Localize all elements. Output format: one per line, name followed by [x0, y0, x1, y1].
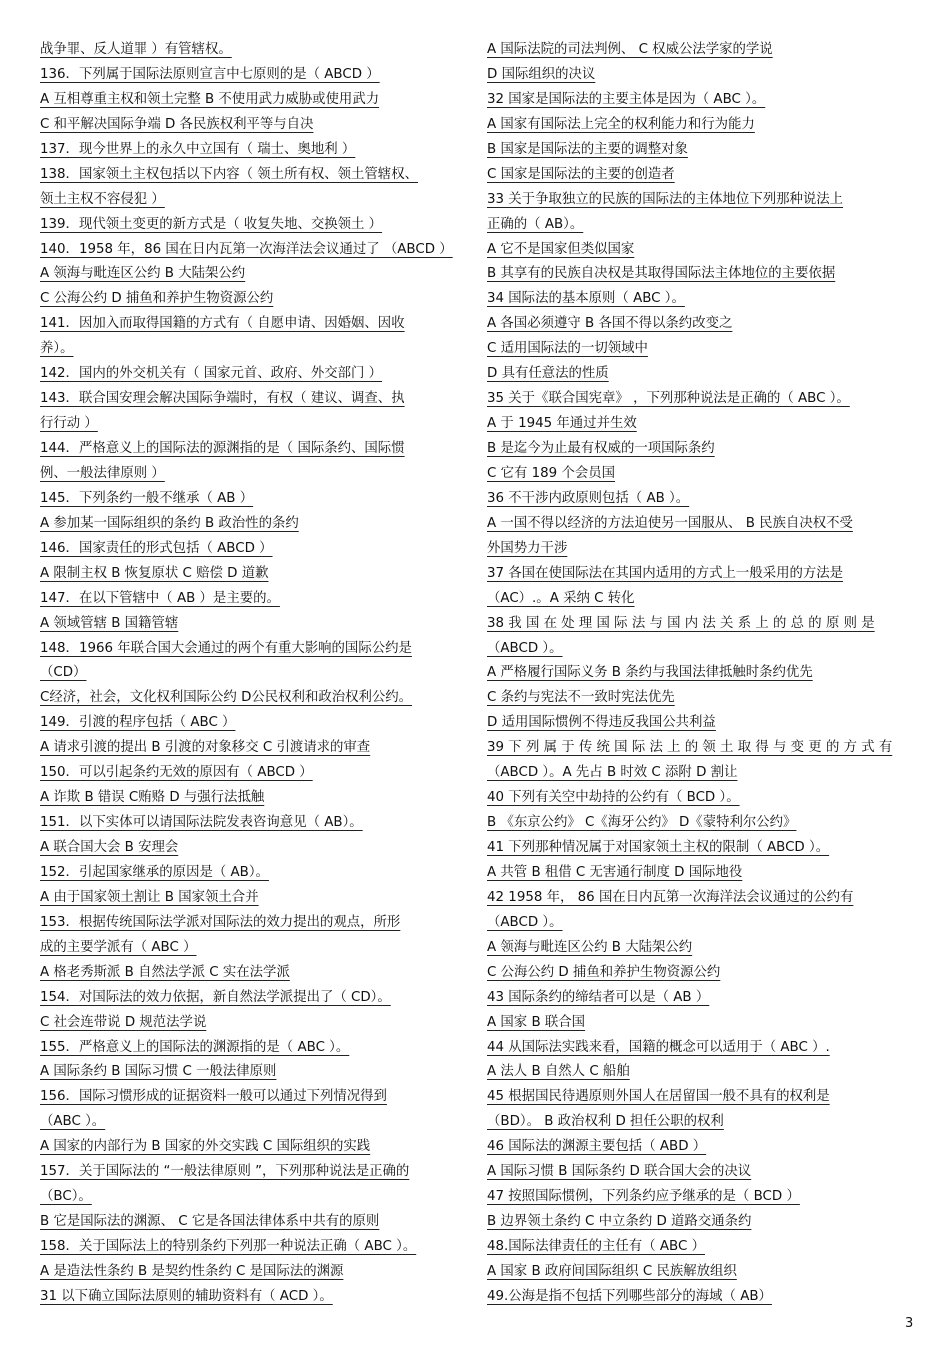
text-line: 战争罪、反人道罪 ）有管辖权。	[40, 42, 232, 57]
question-line: 35 关于《联合国宪章》 ，下列那种说法是正确的（ ABC ）。	[487, 391, 850, 407]
question-line: 43 国际条约的缔结者可以是（ AB ）	[487, 989, 710, 1005]
option-line: A 国家 B 联合国	[487, 1014, 586, 1030]
option-line: B 其享有的民族自决权是其取得国际法主体地位的主要依据	[487, 266, 836, 282]
option-line: C 公海公约 D 捕鱼和养护生物资源公约	[40, 291, 274, 307]
question-line: 45 根据国民待遇原则外国人在居留国一般不具有的权利是	[487, 1089, 830, 1105]
option-line: A 参加某一国际组织的条约 B 政治性的条约	[40, 515, 299, 531]
option-line: C 社会连带说 D 规范法学说	[40, 1014, 207, 1030]
option-line: A 一国不得以经济的方法迫使另一国服从、 B 民族自决权不受	[487, 515, 853, 531]
option-line: C 适用国际法的一切领域中	[487, 341, 648, 357]
option-line: D 适用国际惯例不得违反我国公共利益	[487, 715, 716, 731]
question-line: 148．1966 年联合国大会通过的两个有重大影响的国际公约是	[40, 640, 412, 656]
left-column	[40, 38, 472, 1310]
text-line: 成的主要学派有（ ABC ）	[40, 939, 197, 955]
question-line: 37 各国在使国际法在其国内适用的方式上一般采用的方法是	[487, 565, 844, 581]
question-line: 145．下列条约一般不继承（ AB ）	[40, 490, 254, 506]
option-line: （BD）。 B 政治权利 D 担任公职的权利	[487, 1114, 724, 1130]
option-line: A 互相尊重主权和领土完整 B 不使用武力威胁或使用武力	[40, 91, 380, 107]
option-line: A 请求引渡的提出 B 引渡的对象移交 C 引渡请求的审查	[40, 740, 371, 756]
option-line: C 条约与宪法不一致时宪法优先	[487, 690, 675, 706]
option-line: A 于 1945 年通过并生效	[487, 416, 637, 432]
question-line: 138．国家领土主权包括以下内容（ 领土所有权、领土管辖权、	[40, 166, 418, 182]
option-line: A 共管 B 租借 C 无害通行制度 D 国际地役	[487, 864, 743, 880]
option-line: C 它有 189 个会员国	[487, 465, 616, 481]
question-line: 149．引渡的程序包括（ ABC ）	[40, 715, 236, 731]
question-line: 47 按照国际惯例，下列条约应予继承的是（ BCD ）	[487, 1189, 800, 1205]
text-line: 领土主权不容侵犯 ）	[40, 191, 165, 207]
question-line: 46 国际法的渊源主要包括（ ABD ）	[487, 1139, 707, 1155]
question-line: 39 下 列 属 于 传 统 国 际 法 上 的 领 土 取 得 与 变 更 的 方 式 有	[487, 740, 893, 756]
text-line: 例、一般法律原则 ）	[40, 465, 165, 481]
question-line: 140．1958 年，86 国在日内瓦第一次海洋法会议通过了 （ABCD ）	[40, 241, 453, 257]
question-line: 141．因加入而取得国籍的方式有（ 自愿申请、因婚姻、因收	[40, 316, 405, 332]
option-line: C 和平解决国际争端 D 各民族权利平等与自决	[40, 116, 314, 132]
question-line: 34 国际法的基本原则（ ABC ）。	[487, 291, 685, 307]
text-line: （ABCD ）。	[487, 640, 563, 656]
option-line: A 国家 B 政府间国际组织 C 民族解放组织	[487, 1263, 737, 1279]
question-line: 158．关于国际法上的特别条约下列那一种说法正确（ ABC ）。	[40, 1239, 417, 1254]
text-line: 正确的（ AB）。	[487, 216, 584, 232]
question-line: 40 下列有关空中劫持的公约有（ BCD ）。	[487, 790, 740, 806]
option-line: A 领域管辖 B 国籍管辖	[40, 615, 179, 631]
option-line: A 领海与毗连区公约 B 大陆架公约	[40, 266, 246, 282]
option-line: A 国际习惯 B 国际条约 D 联合国大会的决议	[487, 1164, 752, 1180]
option-line: 外国势力干涉	[487, 540, 568, 556]
option-line: B 边界领土条约 C 中立条约 D 道路交通条约	[487, 1214, 752, 1230]
question-line: 143．联合国安理会解决国际争端时，有权（ 建议、调查、执	[40, 391, 405, 407]
question-line: 156．国际习惯形成的证据资料一般可以通过下列情况得到	[40, 1089, 387, 1105]
question-line: 36 不干涉内政原则包括（ AB ）。	[487, 490, 690, 506]
option-line: A 它不是国家但类似国家	[487, 241, 635, 257]
option-line: A 格老秀斯派 B 自然法学派 C 实在法学派	[40, 964, 290, 980]
question-line: 48.国际法律责任的主任有（ ABC ）	[487, 1239, 705, 1254]
option-line: A 国家有国际法上完全的权利能力和行为能力	[487, 116, 755, 132]
option-line: （ABCD ）。A 先占 B 时效 C 添附 D 割让	[487, 765, 738, 781]
question-line: 142．国内的外交机关有（ 国家元首、政府、外交部门 ）	[40, 366, 383, 382]
question-line: 33 关于争取独立的民族的国际法的主体地位下列那种说法上	[487, 191, 844, 207]
option-line: A 领海与毗连区公约 B 大陆架公约	[487, 939, 693, 955]
page-number: 3	[905, 1316, 914, 1331]
text-line: （ABC ）。	[40, 1114, 106, 1130]
question-line: 144．严格意义上的国际法的源渊指的是（ 国际条约、国际惯	[40, 441, 405, 456]
option-line: A 法人 B 自然人 C 船舶	[487, 1064, 630, 1080]
option-line: A 是造法性条约 B 是契约性条约 C 是国际法的渊源	[40, 1263, 344, 1279]
option-line: C 国家是国际法的主要的创造者	[487, 166, 675, 182]
question-line: 153．根据传统国际法学派对国际法的效力提出的观点，所形	[40, 914, 401, 930]
option-line: B 是迄今为止最有权威的一项国际条约	[487, 441, 715, 456]
option-line: （AC）.。A 采纳 C 转化	[487, 590, 635, 606]
question-line: 32 国家是国际法的主要主体是因为（ ABC ）。	[487, 91, 766, 107]
option-line: B 它是国际法的渊源、 C 它是各国法律体系中共有的原则	[40, 1214, 380, 1230]
question-line: 31 以下确立国际法原则的辅助资料有（ ACD ）。	[40, 1288, 333, 1304]
question-line: 49.公海是指不包括下列哪些部分的海域（ AB）	[487, 1288, 772, 1304]
question-line: 155．严格意义上的国际法的渊源指的是（ ABC ）。	[40, 1039, 350, 1055]
option-line: A 由于国家领土割让 B 国家领土合并	[40, 889, 259, 905]
option-line: C经济，社会，文化权利国际公约 D公民权利和政治权利公约。	[40, 690, 413, 706]
option-line: A 联合国大会 B 安理会	[40, 840, 179, 855]
right-column	[487, 38, 919, 1310]
text-line: （CD）	[40, 665, 87, 681]
question-line: 44 从国际法实践来看，国籍的概念可以适用于（ ABC ）.	[487, 1039, 830, 1055]
option-line: D 国际组织的决议	[487, 66, 596, 82]
question-line: 147．在以下管辖中（ AB ）是主要的。	[40, 590, 280, 606]
text-line: 行行动 ）	[40, 416, 98, 432]
option-line: B 国家是国际法的主要的调整对象	[487, 141, 688, 157]
option-line: D 具有任意法的性质	[487, 366, 609, 382]
question-line: 151．以下实体可以请国际法院发表咨询意见（ AB）。	[40, 815, 363, 831]
question-line: 41 下列那种情况属于对国家领土主权的限制（ ABCD ）。	[487, 840, 830, 855]
option-line: C 公海公约 D 捕鱼和养护生物资源公约	[487, 964, 721, 980]
option-line: A 严格履行国际义务 B 条约与我国法律抵触时条约优先	[487, 665, 813, 681]
text-line: 养）。	[40, 341, 74, 357]
option-line: A 国家的内部行为 B 国家的外交实践 C 国际组织的实践	[40, 1139, 371, 1155]
text-line: （ABCD ）。	[487, 914, 563, 930]
option-line: A 诈欺 B 错误 C贿赂 D 与强行法抵触	[40, 790, 265, 806]
option-line: A 限制主权 B 恢复原状 C 赔偿 D 道歉	[40, 565, 269, 581]
option-line: A 国际条约 B 国际习惯 C 一般法律原则	[40, 1064, 277, 1080]
question-line: 136．下列属于国际法原则宣言中七原则的是（ ABCD ）	[40, 66, 380, 82]
option-line: A 国际法院的司法判例、 C 权威公法学家的学说	[487, 42, 773, 57]
question-line: 38 我 国 在 处 理 国 际 法 与 国 内 法 关 系 上 的 总 的 原 则 是	[487, 615, 875, 631]
option-line: A 各国必须遵守 B 各国不得以条约改变之	[487, 316, 733, 332]
question-line: 150．可以引起条约无效的原因有（ ABCD ）	[40, 765, 313, 781]
question-line: 157．关于国际法的 “一般法律原则 ”，下列那种说法是正确的	[40, 1164, 410, 1180]
question-line: 146．国家责任的形式包括（ ABCD ）	[40, 540, 273, 556]
question-line: 139．现代领土变更的新方式是（ 收复失地、交换领土 ）	[40, 216, 383, 232]
question-line: 152．引起国家继承的原因是（ AB）。	[40, 864, 269, 880]
question-line: 42 1958 年， 86 国在日内瓦第一次海洋法会议通过的公约有	[487, 889, 854, 905]
question-line: 137．现今世界上的永久中立国有（ 瑞士、奥地利 ）	[40, 141, 356, 157]
text-line: （BC）。	[40, 1189, 92, 1205]
question-line: 154．对国际法的效力依据，新自然法学派提出了（ CD）。	[40, 989, 391, 1005]
option-line: B 《东京公约》 C《海牙公约》 D《蒙特利尔公约》	[487, 815, 797, 831]
